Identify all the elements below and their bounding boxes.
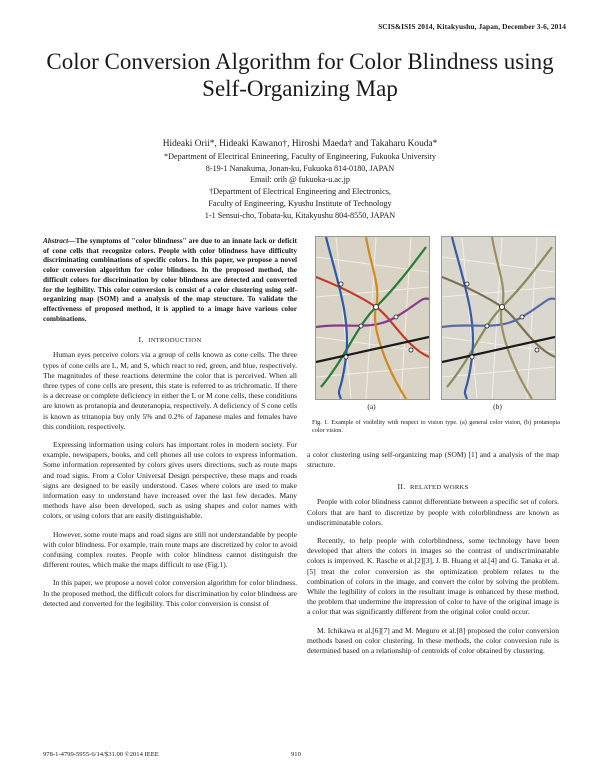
section-title: RELATED WORKS [410, 484, 469, 492]
route-map-a-graphic [316, 237, 429, 399]
author-names: Hideaki Orii*, Hideaki Kawano†, Hiroshi Maeda† and Takaharu Kouda* [162, 139, 438, 149]
footer-copyright: 978-1-4799-5955-6/14/$31.00 ©2014 IEEE [43, 751, 159, 758]
left-column [43, 236, 297, 617]
author-block [30, 138, 570, 221]
figure-label-a: (a) [367, 402, 376, 411]
intro-paragraph-2: Expressing information using colors has important roles in modern society. For example, newspapers, books, and cell phones all use colors to express information. Some information represented by colors gives users directions, such as route maps and road signs. From a Color Universal Design perspective, these maps and roads signs are designed to be easily understood. Cases where colors are used to make information easy to understand have increased over the last few decades. Many methods have also been developed, such as using shapes and color names with colors, or using colors that are easily distinguishable. [43, 439, 297, 521]
route-map-image-general-vision [315, 236, 430, 400]
conference-header: SCIS&ISIS 2014, Kitakyushu, Japan, December 3-6, 2014 [378, 22, 566, 31]
right-column [307, 450, 559, 664]
related-paragraph-2: Recently, to help people with colorblindness, some technology have been developed that alters the colors in images so the contrast of undiscriminatable colors is improved. K. Rasche et al.[2][3], J. B. Huang et al.[4] and G. Tanaka et al.[5] treat the color conversion as the optimization problem relates to the combination of colors in the image, and convert the color by solving the problem. While the legibility of colors in the resultant image is enhanced by these method, the problem that undermine the impression of color to have of the original image is a color that was significantly different from the original color could occur. [307, 536, 559, 617]
intro-paragraph-1: Human eyes perceive colors via a group of cells known as cone cells. The three types of cone cells are L, M, and S, which react to red, green, and blue, respectively. The magnitudes of these reactions determine the color that is perceived. When all three types of cone cells are present, this state is referred to as trichromatic. If there is a decrease or complete deficiency in either the L or M cone cells, these conditions are known as protanopia and deuteranopia, respectively. A deficiency of S cone cells is known as tritanopia buy only 5% and 0.2% of Japanese males and females have this condition, respectively. [43, 350, 297, 431]
related-paragraph-1: People with color blindness cannot differentiate between a specific set of colors. Colors that are hard to discretize by people with colorblindness are known as undiscriminatable colors. [307, 497, 559, 527]
affiliation-1-line-2: 8-19-1 Nanakuma, Jonan-ku, Fukuoka 814-0180, JAPAN [205, 163, 395, 173]
page-number: 910 [291, 751, 301, 758]
affiliation-1-email: Email: orih @ fukuoka-u.ac.jp [249, 175, 351, 185]
abstract-text: —The symptoms of "color blindness" are due to an innate lack or deficit of cone cells that recognize colors. People with color blindness have difficulty discriminating combinations of specific colors. In this paper, we propose a novel color conversion algorithm for color blindness. In the proposed method, the difficult colors for discrimination by color blindness are detected and converted for the legibility. This color conversion is consist of a color clustering using self-organizing map (SOM) and a analysis of the map structure. To validate the effectiveness of proposed method, it is applied to a image have various color combinations. [43, 236, 297, 323]
route-map-image-protanopia-vision [441, 236, 556, 400]
affiliation-2-line-2: Faculty of Engineering, Kyushu Institute of Technology [208, 198, 392, 208]
figure-caption: Fig. 1. Example of visibility with respect to vision type. (a) general color vision, (b) protanopia color vision. [312, 419, 560, 435]
paper-title: Color Conversion Algorithm for Color Blindness using Self-Organizing Map [46, 49, 554, 101]
route-map-b-graphic [442, 237, 555, 399]
section-heading-introduction [43, 335, 297, 344]
abstract-lead: Abstract [43, 236, 69, 245]
affiliation-2-line-3: 1-1 Sensui-cho, Tobata-ku, Kitakyushu 804-8550, JAPAN [204, 210, 396, 220]
affiliation-2-line-1: †Department of Electrical Engineering and Electronics, [209, 187, 391, 197]
section-title: INTRODUCTION [148, 337, 202, 345]
intro-continuation: a color clustering using self-organizing map (SOM) [1] and a analysis of the map structure. [307, 450, 559, 470]
section-heading-related-works [307, 482, 559, 491]
affiliation-1-line-1: *Department of Electrical Enineering, Faculty of Engineering, Fukuoka University [164, 152, 436, 161]
abstract [43, 236, 297, 323]
intro-paragraph-4: In this paper, we propose a novel color conversion algorithm for color blindness. In the proposed method, the difficult colors for discrimination by color blindness are detected and converted for the legibility. This color conversion is consist of [43, 578, 297, 608]
figure-1 [312, 236, 560, 414]
intro-paragraph-3: However, some route maps and road signs are still not understandable by people with color blindness. For example, train route maps are discretized by color to avoid confusing complex routes. People with color blindness cannot distinguish the different routes, which make the maps difficult to use (Fig.1). [43, 529, 297, 570]
figure-label-b: (b) [493, 402, 502, 411]
section-number: I. [138, 335, 144, 345]
section-number: II. [397, 482, 406, 492]
related-paragraph-3: M. Ichikawa et al.[6][7] and M. Meguro et al.[8] proposed the color conversion methods based on color clustering. In these methods, the color conversion rule is determined based on a relationship of centroids of color obtained by clustering. [307, 625, 559, 656]
